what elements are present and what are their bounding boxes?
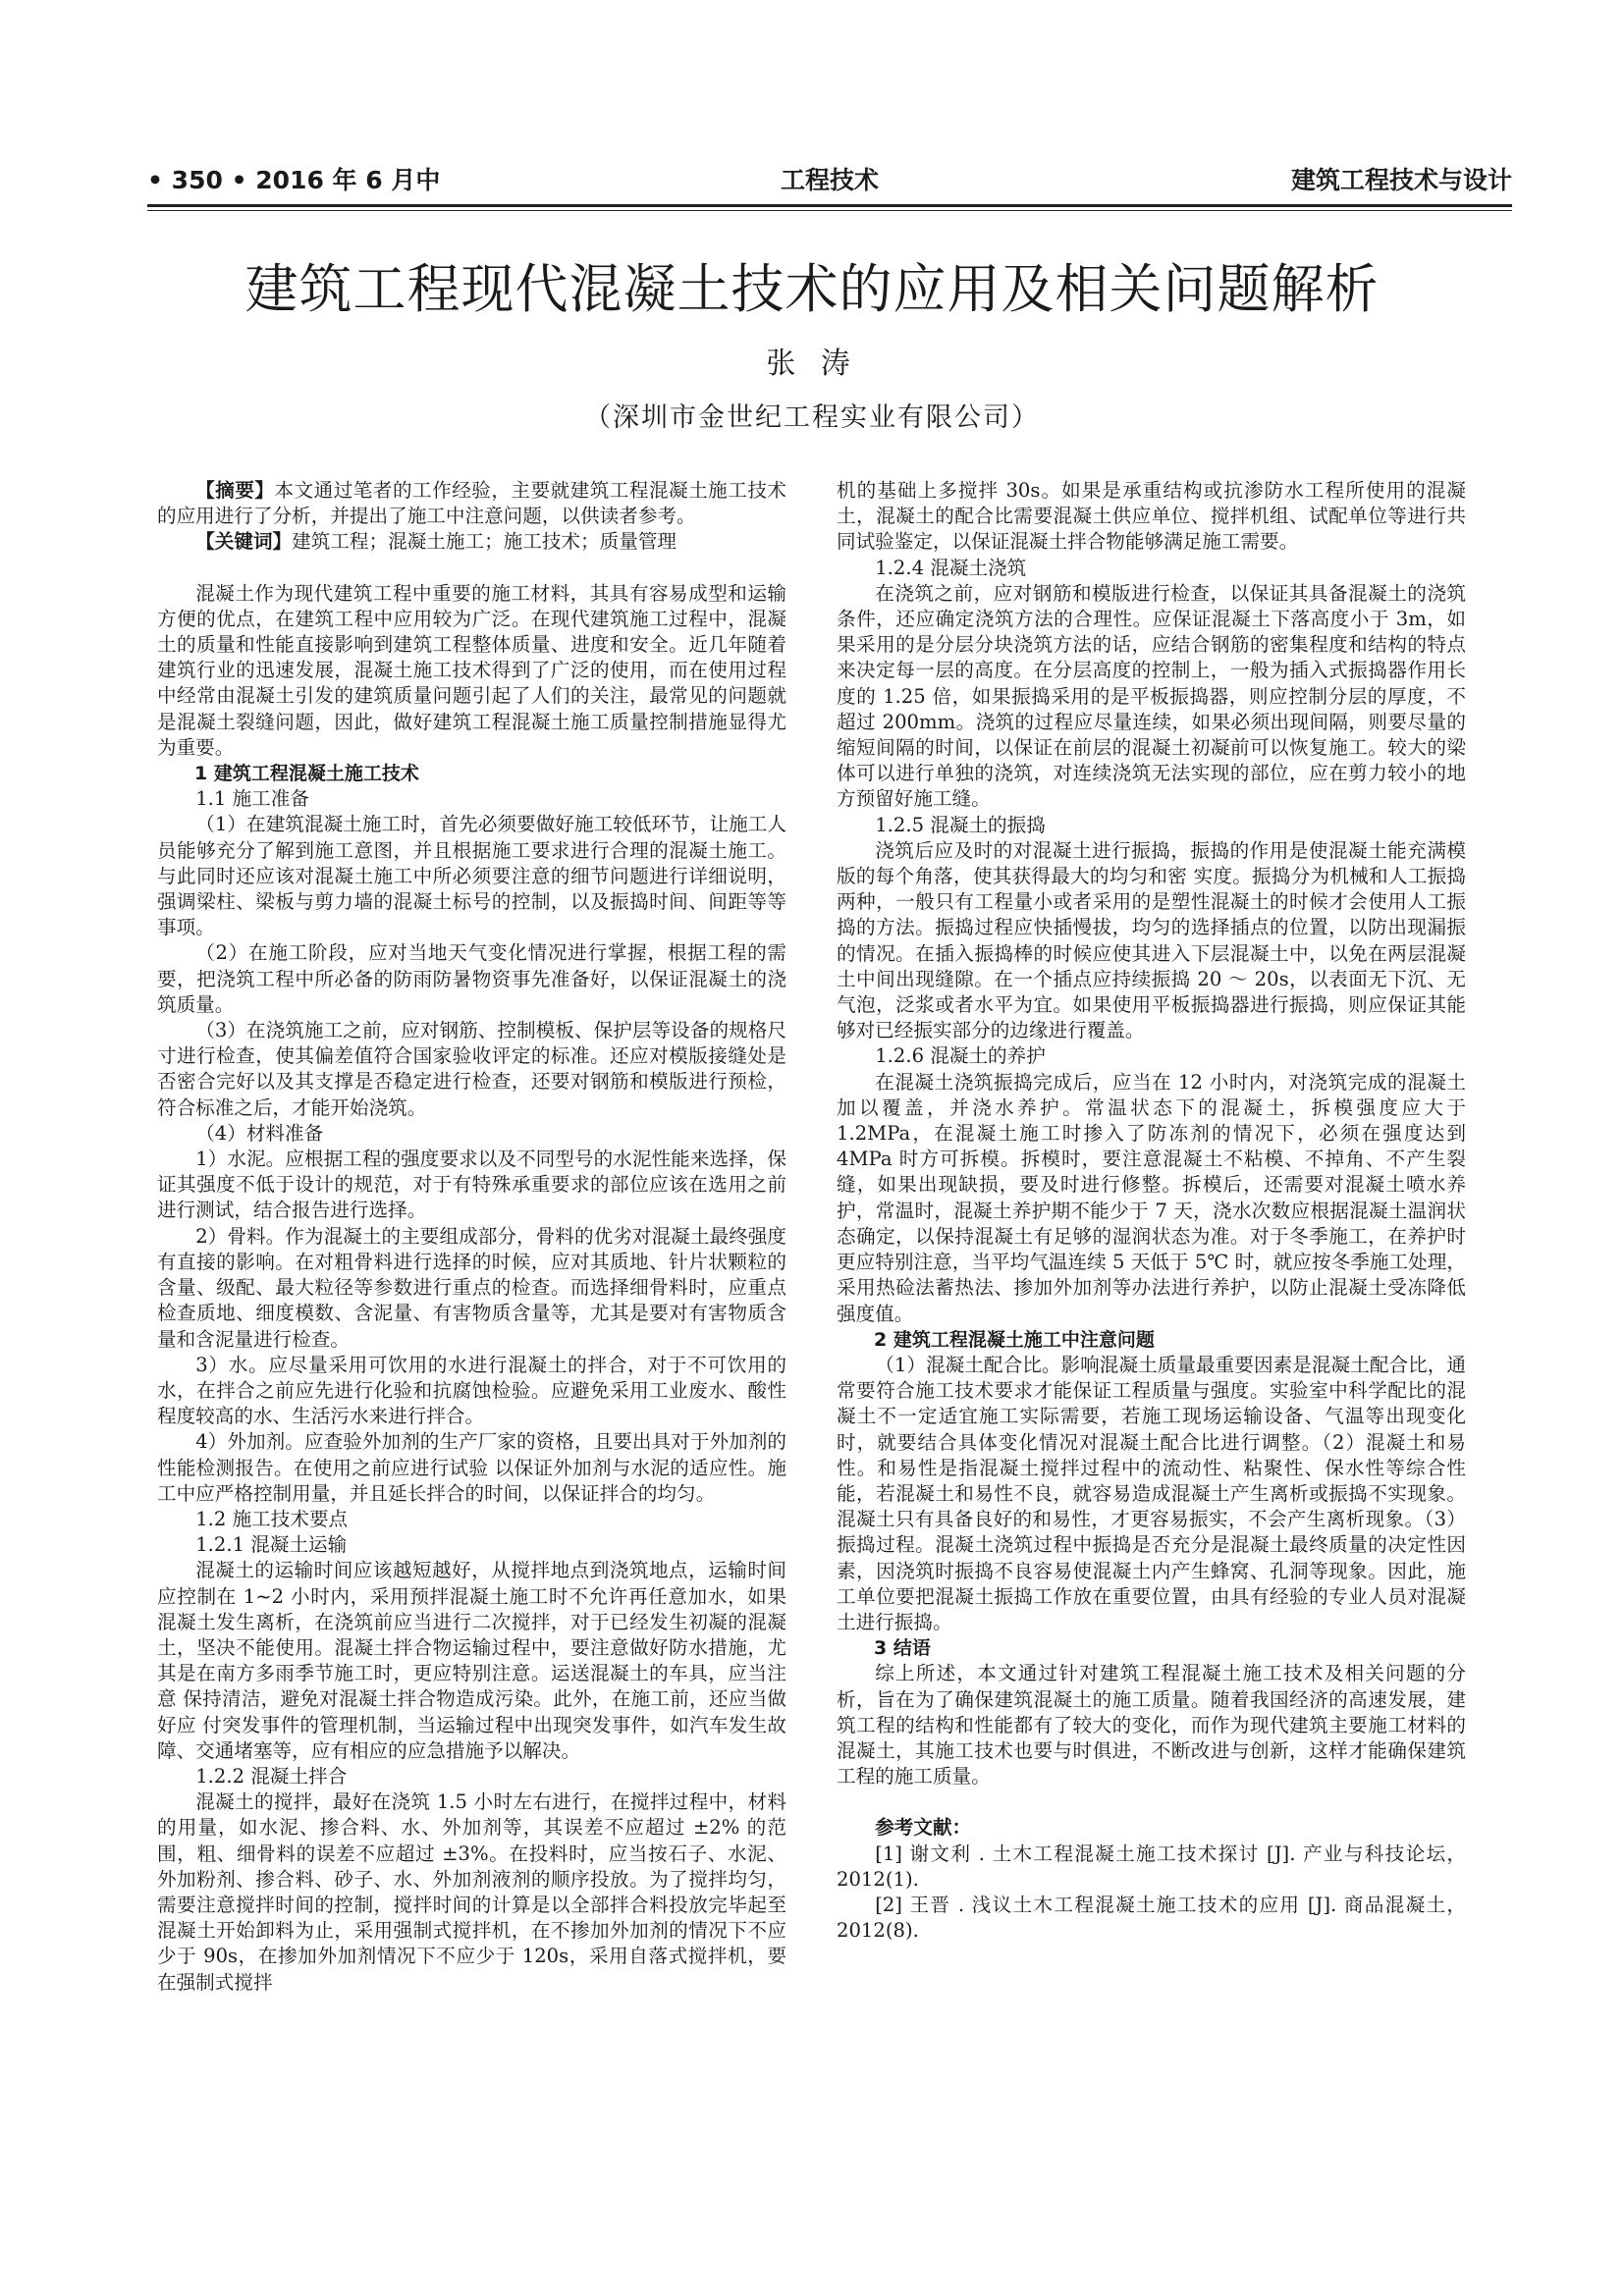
column-name: 建筑工程技术与设计 bbox=[1290, 166, 1512, 194]
abstract-text: 本文通过笔者的工作经验，主要就建筑工程混凝土施工技术的应用进行了分析，并提出了施工中注意问题，以供读者参考。 bbox=[157, 479, 787, 528]
paragraph: 1）水泥。应根据工程的强度要求以及不同型号的水泥性能来选择，保证其强度不低于设计的规范，对于有特殊承重要求的部位应该在选用之前进行测试，结合报告进行选择。 bbox=[157, 1148, 786, 1222]
keywords-label: 【关键词】 bbox=[195, 530, 293, 554]
paragraph: 混凝土的搅拌，最好在浇筑 1.5 小时左右进行，在搅拌过程中，材料的用量，如水泥、掺合料、水、外加剂等，其误差不应超过 ±2% 的范围，粗、细骨料的误差不应超过 ±3%。在投料时，应当按石子、水泥、外加粉剂、掺合料、砂子、水、外加剂液剂的顺序投放。为了搅拌均匀，需要注意搅拌时间的控制，搅拌时间的计算是以全部拌合料投放完毕起至混凝土开始卸料为止，采用强制式搅拌机，在不掺加外加剂的情况下不应少于 90s，在掺加外加剂情况下不应少于 120s，采用自落式搅拌机，要在强制式搅拌 bbox=[157, 1790, 786, 1994]
spacer bbox=[157, 556, 786, 581]
paragraph: 在混凝土浇筑振捣完成后，应当在 12 小时内，对浇筑完成的混凝土加以覆盖，并浇水养护。常温状态下的混凝土，拆模强度应大于 1.2MPa，在混凝土施工时掺入了防冻剂的情况下，必须在强度达到 4MPa 时方可拆模。拆模时，要注意混凝土不粘模、不掉角、不产生裂缝，如果出现缺损，要及时进行修整。拆模后，还需要对混凝土喷水养护，常温时，混凝土养护期不能少于 7 天，浇水次数应根据混凝土温润状态确定，以保持混凝土有足够的湿润状态为准。对于冬季施工，在养护时更应特别注意，当平均气温连续 5 天低于 5℃ 时，就应按冬季施工处理，采用热硷法蓄热法、掺加外加剂等办法进行养护，以防止混凝土受冻降低强度值。 bbox=[837, 1070, 1466, 1325]
subsection-heading: 1.2.5 混凝土的振捣 bbox=[875, 813, 1046, 836]
paragraph: 在浇筑之前，应对钢筋和模版进行检查，以保证其具备混凝土的浇筑条件，还应确定浇筑方法的合理性。应保证混凝土下落高度小于 3m，如果采用的是分层分块浇筑方法的话，应结合钢筋的密集程度和结构的特点来决定每一层的高度。在分层高度的控制上，一般为插入式振捣器作用长度的 1.25 倍，如果振捣采用的是平板振捣器，则应控制分层的厚度，不超过 200mm。浇筑的过程应尽量连续，如果必须出现间隔，则要尽量的缩短间隔的时间，以保证在前层的混凝土初凝前可以恢复施工。较大的梁体可以进行单独的浇筑，对连续浇筑无法实现的部位，应在剪力较小的地方预留好施工缝。 bbox=[837, 581, 1466, 811]
subsection-heading: 1.2.1 混凝土运输 bbox=[195, 1533, 348, 1557]
paragraph: （3）在浇筑施工之前，应对钢筋、控制模板、保护层等设备的规格尺寸进行检查，使其偏差值符合国家验收评定的标准。还应对模版接缝处是否密合完好以及其支撑是否稳定进行检查，还要对钢筋和模版进行预检，符合标准之后，才能开始浇筑。 bbox=[157, 1019, 786, 1119]
keywords bbox=[157, 529, 786, 555]
intro-paragraph: 混凝土作为现代建筑工程中重要的施工材料，其具有容易成型和运输方便的优点，在建筑工程中应用较为广泛。在现代建筑施工过程中，混凝土的质量和性能直接影响到建筑工程整体质量、进度和安全。近几年随着建筑行业的迅速发展，混凝土施工技术得到了广泛的使用，而在使用过程中经常由混凝土引发的建筑质量问题引起了人们的关注，最常见的问题就是混凝土裂缝问题，因此，做好建筑工程混凝土施工质量控制措施显得尤为重要。 bbox=[157, 581, 786, 759]
article-author: 张 涛 bbox=[766, 347, 858, 381]
spacer bbox=[837, 1789, 1466, 1815]
subsection-heading: 1.2.4 混凝土浇筑 bbox=[875, 556, 1027, 579]
reference-item: [1] 谢文利 . 土木工程混凝土施工技术探讨 [J]. 产业与科技论坛，2012(1). bbox=[837, 1842, 1466, 1891]
paragraph: （4）材料准备 bbox=[195, 1121, 324, 1145]
article-title: 建筑工程现代混凝土技术的应用及相关问题解析 bbox=[244, 258, 1380, 320]
left-column bbox=[157, 478, 786, 1996]
paragraph: 浇筑后应及时的对混凝土进行振捣，振捣的作用是使混凝土能充满模版的每个角落，使其获得最大的均匀和密 实度。振捣分为机械和人工振捣两种，一般只有工程量小或者采用的是塑性混凝土的时候才会使用人工振捣的方法。振捣过程应快插慢拔，均匀的选择插点的位置，以防出现漏振的情况。在插入振捣棒的时候应使其进入下层混凝土中，以免在两层混凝土中间出现缝隙。在一个插点应持续振捣 20 ～ 20s，以表面无下沉、无气泡，泛浆或者水平为宜。如果使用平板振捣器进行振捣，则应保证其能够对已经振实部分的边缘进行覆盖。 bbox=[837, 838, 1466, 1042]
section-heading-1: 1 建筑工程混凝土施工技术 bbox=[194, 763, 419, 785]
section-heading-3: 3 结语 bbox=[874, 1637, 931, 1660]
page-number-date: • 350 • 2016 年 6 月中 bbox=[147, 166, 441, 194]
section-heading-2: 2 建筑工程混凝土施工中注意问题 bbox=[874, 1328, 1155, 1351]
subsection-heading: 1.2 施工技术要点 bbox=[195, 1507, 349, 1530]
abstract bbox=[157, 478, 786, 529]
paragraph: （1）在建筑混凝土施工时，首先必须要做好施工较低环节，让施工人员能够充分了解到施工意图，并且根据施工要求进行合理的混凝土施工。与此同时还应该对混凝土施工中所必须要注意的细节问题进行详细说明，强调梁柱、梁板与剪力墙的混凝土标号的控制，以及振捣时间、间距等等事项。 bbox=[157, 813, 786, 939]
paragraph: 混凝土的运输时间应该越短越好，从搅拌地点到浇筑地点，运输时间应控制在 1~2 小时内，采用预拌混凝土施工时不允许再任意加水，如果混凝土发生离析，在浇筑前应当进行二次搅拌，对于已经发生初凝的混凝土，坚决不能使用。混凝土拌合物运输过程中，要注意做好防水措施，尤其是在南方多雨季节施工时，更应特别注意。运送混凝土的车具，应当注意 保持清洁，避免对混凝土拌合物造成污染。此外，在施工前，还应当做好应 付突发事件的管理机制，当运输过程中出现突发事件，如汽车发生故障、交通堵塞等，应有相应的应急措施予以解决。 bbox=[157, 1559, 786, 1762]
abstract-label: 【摘要】 bbox=[195, 479, 275, 502]
subsection-heading: 1.2.2 混凝土拌合 bbox=[195, 1764, 348, 1788]
keywords-text: 建筑工程；混凝土施工；施工技术；质量管理 bbox=[292, 530, 677, 554]
journal-section: 工程技术 bbox=[780, 166, 879, 194]
header-rule-thick bbox=[147, 204, 1512, 207]
paragraph: 2）骨料。作为混凝土的主要组成部分，骨料的优劣对混凝土最终强度有直接的影响。在对粗骨料进行选择的时候，应对其质地、针片状颗粒的含量、级配、最大粒径等参数进行重点的检查。而选择细骨料时，应重点检查质地、细度模数、含泥量、有害物质含量等，尤其是要对有害物质含量和含泥量进行检查。 bbox=[157, 1224, 786, 1351]
paragraph: 机的基础上多搅拌 30s。如果是承重结构或抗渗防水工程所使用的混凝土，混凝土的配合比需要混凝土供应单位、搅拌机组、试配单位等进行共同试验鉴定，以保证混凝土拌合物能够满足施工需要。 bbox=[837, 479, 1466, 554]
references-heading: 参考文献： bbox=[875, 1816, 972, 1840]
reference-item: [2] 王晋 . 浅议土木工程混凝土施工技术的应用 [J]. 商品混凝土，2012(8). bbox=[837, 1893, 1466, 1943]
running-header bbox=[147, 161, 1512, 202]
paragraph: 4）外加剂。应查验外加剂的生产厂家的资格，且要出具对于外加剂的性能检测报告。在使用之前应进行试验 以保证外加剂与水泥的适应性。施工中应严格控制用量，并且延长拌合的时间，以保证拌合的均匀。 bbox=[157, 1430, 786, 1505]
paragraph: 3）水。应尽量采用可饮用的水进行混凝土的拌合，对于不可饮用的水，在拌合之前应先进行化验和抗腐蚀检验。应避免采用工业废水、酸性程度较高的水、生活污水来进行拌合。 bbox=[157, 1353, 786, 1428]
paragraph: 综上所述，本文通过针对建筑工程混凝土施工技术及相关问题的分析，旨在为了确保建筑混凝土的施工质量。随着我国经济的高速发展，建筑工程的结构和性能都有了较大的变化，而作为现代建筑主要施工材料的混凝土，其施工技术也要与时俱进，不断改进与创新，这样才能确保建筑工程的施工质量。 bbox=[837, 1662, 1466, 1789]
subsection-heading: 1.2.6 混凝土的养护 bbox=[875, 1044, 1046, 1068]
right-column bbox=[837, 478, 1466, 1944]
paragraph: （2）在施工阶段，应对当地天气变化情况进行掌握，根据工程的需要，把浇筑工程中所必备的防雨防暑物资事先准备好，以保证混凝土的浇筑质量。 bbox=[157, 941, 786, 1016]
author-affiliation: （深圳市金世纪工程实业有限公司） bbox=[584, 402, 1040, 433]
subsection-heading: 1.1 施工准备 bbox=[195, 787, 309, 811]
reference-list bbox=[837, 1842, 1466, 1945]
header-rule-thin bbox=[147, 210, 1512, 211]
paragraph: （1）混凝土配合比。影响混凝土质量最重要因素是混凝土配合比，通常要符合施工技术要求才能保证工程质量与强度。实验室中科学配比的混凝土不一定适宜施工实际需要，若施工现场运输设备、气温等出现变化时，就要结合具体变化情况对混凝土配合比进行调整。（2）混凝土和易性。和易性是指混凝土搅拌过程中的流动性、粘聚性、保水性等综合性能，若混凝土和易性不良，就容易造成混凝土产生离析或振捣不实现象。混凝土只有具备良好的和易性，才更容易振实，不会产生离析现象。（3）振捣过程。混凝土浇筑过程中振捣是否充分是混凝土最终质量的决定性因素，因浇筑时振捣不良容易使混凝土内产生蜂窝、孔洞等现象。因此，施工单位要把混凝土振捣工作放在重要位置，由具有经验的专业人员对混凝土进行振捣。 bbox=[837, 1353, 1466, 1633]
